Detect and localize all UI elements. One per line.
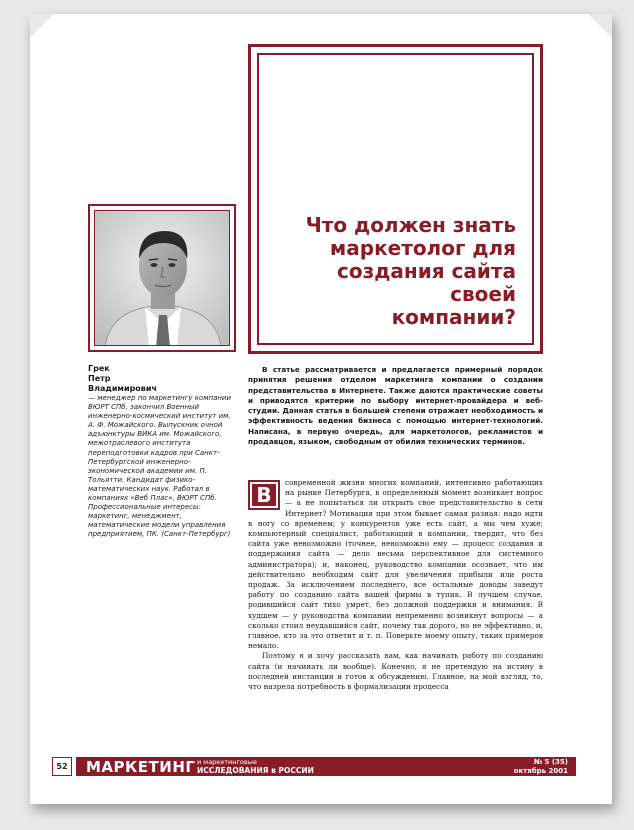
magazine-brand-subtitle: и маркетинговые — [197, 758, 257, 766]
magazine-brand-subtitle-2: ИССЛЕДОВАНИЯ в РОССИИ — [197, 766, 314, 775]
page-corner-left — [30, 14, 54, 38]
drop-cap: В — [252, 484, 276, 506]
author-bio: — менеджер по маркетингу компании ВЮРТ СПб, закончил Военный инженерно-космический институт им. А. Ф. Можайского. Выпускник очной адъюнктуры ВИКА им. Можайского, межотраслевого института переподготовки кадров при Санкт-Петербургской инженерно-экономической академии им. П. Тольятти. Кандидат физико-математических наук. Работал в компаниях «Веб Плас», ВЮРТ СПб. Профессиональные интересы: маркетинг, менеджмент, математические модели управления предприятием, ПК. (Санкт-Петербург) — [88, 394, 232, 539]
article-title: Что должен знать маркетолог для создания сайта своей компании? — [305, 213, 516, 329]
magazine-brand: МАРКЕТИНГ — [86, 758, 196, 776]
author-photo — [94, 210, 230, 346]
issue-info — [514, 758, 568, 775]
issue-date: октябрь 2001 — [513, 766, 568, 775]
magazine-page — [30, 14, 612, 804]
title-frame-inner — [257, 53, 534, 345]
title-frame — [248, 44, 543, 354]
issue-number: № 5 (35) — [533, 758, 568, 766]
paragraph-text: современной жизни многих компаний, интенсивно работающих на рынке Петербурга, в определенный момент возникает вопрос — а не попытаться ли открыть свое представительство в сети Интернет? Мотивация при этом бывает самая разная: надо идти в ногу со временем; у конкурентов уже есть сайт, а мы чем хуже; компьютерный специалист, работающий в компании, твердит, что без сайта уже невозможно (точнее, невозможно ему — процесс создания и поддержания сайта — дело весьма перспективное для системного администратора); и, наконец, руководство компании осознает, что им действительно необходим сайт для увеличения прибыли или роста продаж. За исключением последнего, все остальные доводы заведут работу по созданию сайта вашей фирмы в тупик. В лучшем случае, родившийся сайт тихо умрет, без должной поддержки и внимания. В худшем — у руководства компании непременно возникнут вопросы — а сколько стоил неудавшийся сайт, почему так дорого, но не эффективно, и, главное, кто за это ответит и т. п. Поверьте моему опыту, таких примеров немало. — [248, 478, 543, 651]
footer-band — [76, 757, 576, 776]
author-name: Грек Петр Владимирович — [88, 364, 157, 393]
author-block — [88, 364, 238, 540]
drop-cap-frame — [248, 480, 280, 510]
body-paragraph — [248, 478, 543, 651]
article-body — [248, 478, 543, 692]
body-paragraph: Поэтому я и хочу рассказать вам, как начинать работу по созданию сайта (и начинать ли вообще). Конечно, я не претендую на истину в последней инстанции и готов к обсуждению. Главное, на мой взгляд, то, что назрела потребность в формализации процесса — [248, 651, 543, 692]
page-corner-right — [588, 14, 612, 38]
article-lead: В статье рассматривается и предлагается примерный порядок принятия решения отделом маркетинга компании о создании представительства в Интернете. Также даются практические советы и приводятся критерии по выбору интернет-провайдера и веб-студии. Данная статья в большей степени отражает необходимость и эффективность ведения бизнеса с помощью интернет-технологий. Написана, в первую очередь, для маркетологов, рекламистов и продавцов, языком, свободным от обилия технических терминов. — [248, 365, 543, 447]
author-photo-frame — [88, 204, 236, 352]
page-number: 52 — [52, 757, 72, 776]
page-footer — [52, 753, 592, 783]
author-portrait-image — [95, 211, 230, 346]
